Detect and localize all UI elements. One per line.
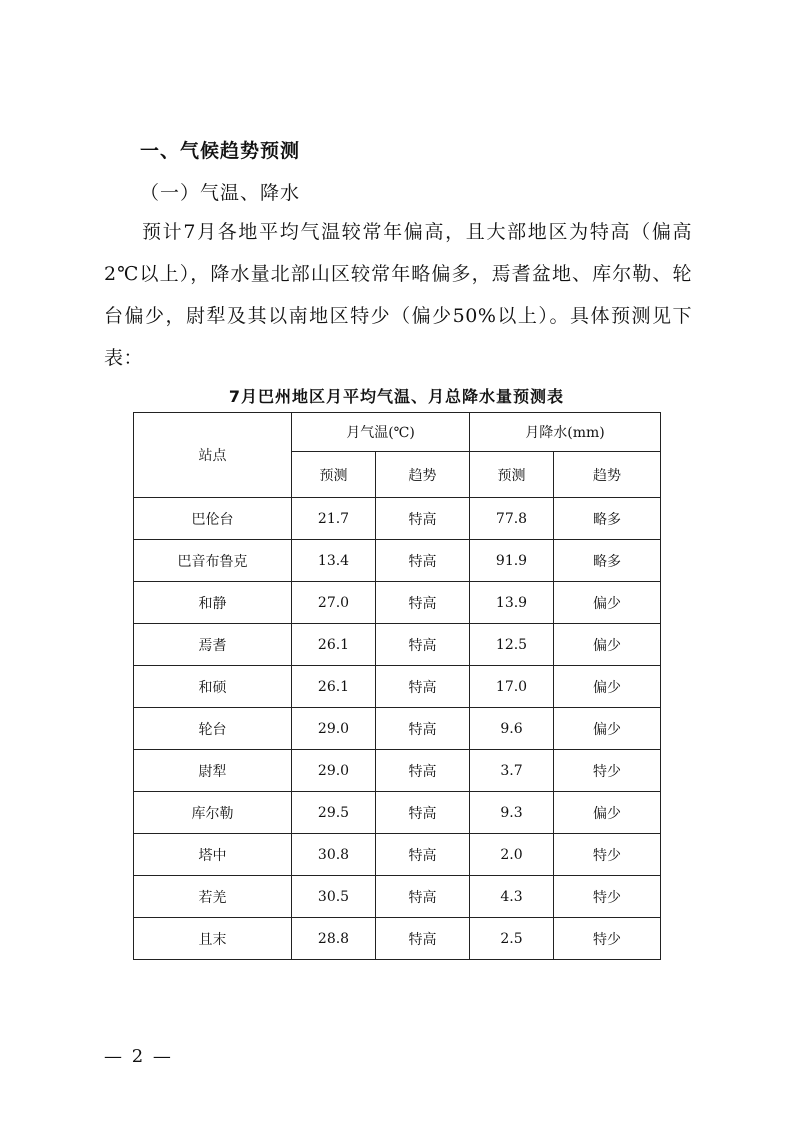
page-number: — 2 — [104, 1046, 173, 1067]
temp-trend-cell: 特高 [376, 792, 470, 834]
temp-cell: 26.1 [292, 624, 376, 666]
precip-cell: 2.5 [470, 918, 554, 960]
temp-trend-header: 趋势 [376, 452, 470, 498]
station-cell: 若羌 [134, 876, 292, 918]
table-row [134, 918, 661, 960]
table-row [134, 750, 661, 792]
temp-trend-cell: 特高 [376, 750, 470, 792]
precip-cell: 4.3 [470, 876, 554, 918]
precip-trend-cell: 特少 [554, 876, 661, 918]
table-row [134, 540, 661, 582]
temp-cell: 21.7 [292, 498, 376, 540]
station-cell: 巴伦台 [134, 498, 292, 540]
precip-trend-cell: 偏少 [554, 624, 661, 666]
precip-cell: 9.6 [470, 708, 554, 750]
temp-cell: 30.5 [292, 876, 376, 918]
temp-trend-cell: 特高 [376, 498, 470, 540]
temp-cell: 30.8 [292, 834, 376, 876]
temp-cell: 29.5 [292, 792, 376, 834]
temp-trend-cell: 特高 [376, 666, 470, 708]
precip-cell: 13.9 [470, 582, 554, 624]
temp-trend-cell: 特高 [376, 582, 470, 624]
temp-header: 月气温(℃) [292, 413, 470, 452]
temp-cell: 28.8 [292, 918, 376, 960]
station-cell: 和硕 [134, 666, 292, 708]
precip-trend-cell: 特少 [554, 834, 661, 876]
temp-cell: 13.4 [292, 540, 376, 582]
precip-cell: 91.9 [470, 540, 554, 582]
precip-trend-cell: 偏少 [554, 708, 661, 750]
precip-trend-cell: 特少 [554, 750, 661, 792]
table-row [134, 624, 661, 666]
sub-heading: （一）气温、降水 [140, 182, 301, 204]
precip-cell: 2.0 [470, 834, 554, 876]
station-cell: 塔中 [134, 834, 292, 876]
station-header: 站点 [134, 413, 292, 498]
station-cell: 尉犁 [134, 750, 292, 792]
station-cell: 库尔勒 [134, 792, 292, 834]
precip-trend-cell: 偏少 [554, 792, 661, 834]
precip-cell: 17.0 [470, 666, 554, 708]
precip-trend-cell: 偏少 [554, 666, 661, 708]
forecast-paragraph: 预计7月各地平均气温较常年偏高，且大部地区为特高（偏高2℃以上），降水量北部山区较常年略偏多，焉耆盆地、库尔勒、轮台偏少，尉犁及其以南地区特少（偏少50%以上）。具体预测见下表： [104, 221, 692, 369]
table-header-row [134, 413, 661, 452]
station-cell: 和静 [134, 582, 292, 624]
precip-forecast-header: 预测 [470, 452, 554, 498]
table-row [134, 708, 661, 750]
temp-cell: 29.0 [292, 750, 376, 792]
precip-header: 月降水(mm) [470, 413, 661, 452]
temp-trend-cell: 特高 [376, 876, 470, 918]
temp-cell: 26.1 [292, 666, 376, 708]
table-row [134, 582, 661, 624]
table-row [134, 834, 661, 876]
precip-trend-cell: 略多 [554, 498, 661, 540]
station-cell: 轮台 [134, 708, 292, 750]
station-cell: 且末 [134, 918, 292, 960]
temp-trend-cell: 特高 [376, 918, 470, 960]
forecast-table [133, 412, 661, 960]
temp-cell: 29.0 [292, 708, 376, 750]
precip-trend-header: 趋势 [554, 452, 661, 498]
table-row [134, 792, 661, 834]
precip-trend-cell: 略多 [554, 540, 661, 582]
precip-cell: 3.7 [470, 750, 554, 792]
precip-cell: 77.8 [470, 498, 554, 540]
table-row [134, 498, 661, 540]
section-heading: 一、气候趋势预测 [140, 140, 301, 162]
precip-trend-cell: 特少 [554, 918, 661, 960]
precip-cell: 9.3 [470, 792, 554, 834]
station-cell: 焉耆 [134, 624, 292, 666]
table-caption: 7月巴州地区月平均气温、月总降水量预测表 [228, 387, 565, 406]
temp-cell: 27.0 [292, 582, 376, 624]
temp-trend-cell: 特高 [376, 624, 470, 666]
precip-trend-cell: 偏少 [554, 582, 661, 624]
precip-cell: 12.5 [470, 624, 554, 666]
table-row [134, 876, 661, 918]
table-row [134, 666, 661, 708]
temp-forecast-header: 预测 [292, 452, 376, 498]
station-cell: 巴音布鲁克 [134, 540, 292, 582]
temp-trend-cell: 特高 [376, 708, 470, 750]
temp-trend-cell: 特高 [376, 540, 470, 582]
temp-trend-cell: 特高 [376, 834, 470, 876]
